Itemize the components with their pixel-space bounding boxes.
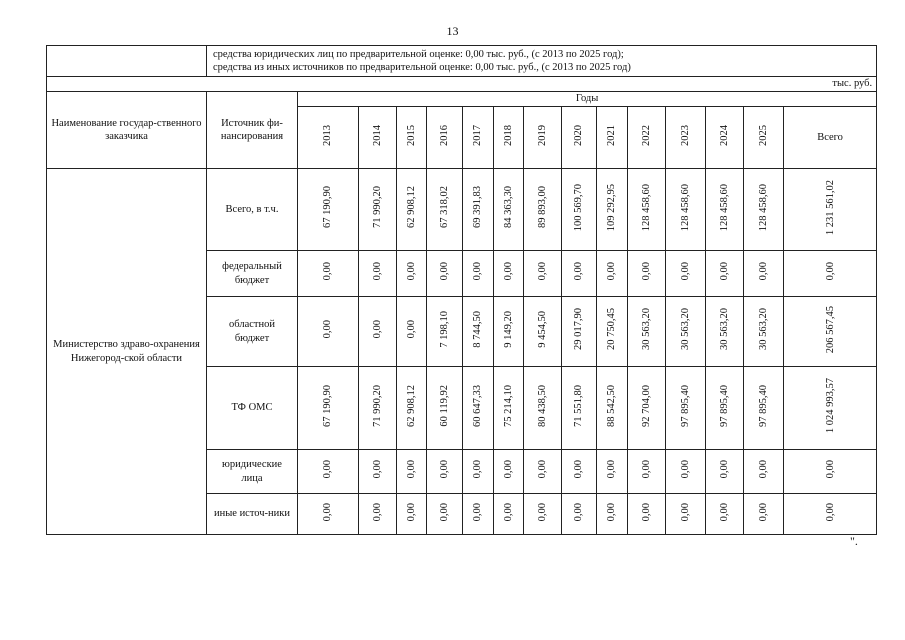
header-year — [463, 107, 494, 169]
value-cell — [397, 494, 427, 535]
value-text: 0,00 — [757, 460, 769, 479]
total-cell — [784, 251, 877, 297]
value-cell — [666, 251, 706, 297]
value-cell — [397, 450, 427, 494]
header-source: Источник фи-нансирования — [207, 92, 298, 169]
value-cell — [463, 169, 494, 251]
value-cell — [427, 251, 463, 297]
value-cell — [524, 297, 562, 367]
value-text: 0,00 — [573, 262, 585, 281]
value-cell — [524, 367, 562, 450]
value-cell — [463, 251, 494, 297]
value-cell — [744, 450, 784, 494]
value-text: 0,00 — [438, 502, 450, 522]
header-year-label: 2016 — [438, 124, 450, 146]
total-cell — [784, 367, 877, 450]
header-year — [494, 107, 524, 169]
source-line-legal: средства юридических лиц по предварительной оценке: 0,00 тыс. руб., (с 2013 по 2025 год); — [213, 48, 624, 60]
header-customer: Наименование государ-ственного заказчика — [47, 92, 207, 169]
value-cell — [397, 367, 427, 450]
value-text: 0,00 — [371, 320, 383, 339]
value-text: 71 551,80 — [573, 384, 585, 427]
value-text: 29 017,90 — [573, 308, 585, 351]
value-cell — [397, 251, 427, 297]
value-cell — [744, 367, 784, 450]
value-cell — [666, 297, 706, 367]
value-text: 71 990,20 — [371, 384, 383, 427]
value-cell — [359, 450, 397, 494]
value-text: 97 895,40 — [679, 384, 691, 427]
value-cell — [298, 169, 359, 251]
value-cell — [427, 367, 463, 450]
value-cell — [666, 494, 706, 535]
value-text: 9 149,20 — [502, 311, 514, 348]
value-text: 92 704,00 — [640, 384, 652, 427]
value-cell — [628, 169, 666, 251]
value-text: 62 908,12 — [405, 186, 417, 229]
header-year — [359, 107, 397, 169]
header-year — [397, 107, 427, 169]
header-total: Всего — [784, 107, 877, 169]
value-text: 0,00 — [573, 460, 585, 479]
value-cell — [597, 494, 628, 535]
value-cell — [628, 297, 666, 367]
total-cell — [784, 450, 877, 494]
value-cell — [298, 367, 359, 450]
value-text: 30 563,20 — [679, 308, 691, 351]
value-cell — [562, 169, 597, 251]
value-text: 0,00 — [718, 460, 730, 479]
value-text: 20 750,45 — [606, 308, 618, 351]
value-cell — [628, 450, 666, 494]
header-year — [427, 107, 463, 169]
value-text: 128 458,60 — [718, 183, 730, 232]
financing-table — [46, 45, 877, 535]
value-cell — [597, 251, 628, 297]
value-cell — [597, 450, 628, 494]
value-cell — [397, 297, 427, 367]
total-text: 0,00 — [824, 460, 836, 479]
header-year — [298, 107, 359, 169]
total-text: 1 024 993,57 — [824, 378, 836, 434]
value-text: 100 569,70 — [573, 183, 585, 232]
header-year — [666, 107, 706, 169]
value-cell — [706, 251, 744, 297]
header-year — [706, 107, 744, 169]
value-cell — [597, 297, 628, 367]
value-text: 0,00 — [502, 460, 514, 479]
header-year-label: 2013 — [322, 124, 334, 146]
value-cell — [359, 297, 397, 367]
header-year — [562, 107, 597, 169]
source-label: иные источ-ники — [207, 494, 298, 535]
header-year-label: 2015 — [405, 124, 417, 146]
value-cell — [666, 367, 706, 450]
value-text: 60 647,33 — [472, 384, 484, 427]
value-text: 0,00 — [472, 502, 484, 522]
value-cell — [298, 297, 359, 367]
value-cell — [463, 450, 494, 494]
value-text: 0,00 — [472, 262, 484, 281]
value-text: 97 895,40 — [757, 384, 769, 427]
header-year — [744, 107, 784, 169]
value-text: 0,00 — [718, 262, 730, 281]
value-text: 0,00 — [322, 262, 334, 281]
value-text: 0,00 — [640, 262, 652, 281]
value-text: 0,00 — [640, 502, 652, 522]
value-text: 67 318,02 — [438, 186, 450, 229]
header-year-label: 2018 — [502, 124, 514, 146]
value-cell — [562, 494, 597, 535]
header-year-label: 2023 — [679, 124, 691, 146]
value-cell — [494, 450, 524, 494]
total-cell — [784, 297, 877, 367]
value-text: 0,00 — [502, 262, 514, 281]
value-text: 0,00 — [606, 262, 618, 281]
source-notes — [207, 46, 877, 77]
value-text: 0,00 — [371, 262, 383, 281]
header-years: Годы — [298, 92, 877, 107]
page-number: 13 — [446, 24, 459, 38]
value-cell — [562, 367, 597, 450]
value-text: 80 438,50 — [536, 384, 548, 427]
value-cell — [427, 297, 463, 367]
value-text: 0,00 — [679, 460, 691, 479]
value-text: 69 391,83 — [472, 186, 484, 229]
blank-cell — [47, 46, 207, 77]
value-cell — [298, 450, 359, 494]
value-cell — [359, 169, 397, 251]
value-text: 0,00 — [640, 460, 652, 479]
value-cell — [359, 367, 397, 450]
header-year-label: 2014 — [371, 124, 383, 146]
value-text: 0,00 — [606, 460, 618, 479]
value-text: 128 458,60 — [679, 183, 691, 232]
value-text: 0,00 — [322, 320, 334, 339]
value-cell — [562, 251, 597, 297]
value-text: 0,00 — [502, 502, 514, 522]
total-cell — [784, 494, 877, 535]
value-text: 0,00 — [472, 460, 484, 479]
header-year — [628, 107, 666, 169]
value-text: 60 119,92 — [438, 385, 450, 427]
value-text: 67 190,90 — [322, 186, 334, 229]
value-cell — [427, 169, 463, 251]
value-cell — [427, 494, 463, 535]
header-year — [597, 107, 628, 169]
source-label: Всего, в т.ч. — [207, 169, 298, 251]
value-text: 0,00 — [405, 460, 417, 479]
value-text: 71 990,20 — [371, 186, 383, 229]
unit-label: тыс. руб. — [47, 77, 877, 92]
value-cell — [706, 169, 744, 251]
value-text: 0,00 — [371, 460, 383, 479]
value-cell — [562, 297, 597, 367]
total-text: 206 567,45 — [824, 305, 836, 354]
value-text: 128 458,60 — [757, 183, 769, 232]
value-cell — [463, 297, 494, 367]
value-text: 0,00 — [405, 262, 417, 281]
value-cell — [494, 169, 524, 251]
value-text: 30 563,20 — [757, 308, 769, 351]
value-text: 62 908,12 — [405, 384, 417, 427]
value-text: 0,00 — [536, 460, 548, 479]
value-cell — [744, 169, 784, 251]
value-cell — [494, 251, 524, 297]
value-text: 0,00 — [757, 502, 769, 522]
value-cell — [494, 367, 524, 450]
total-text: 0,00 — [824, 502, 836, 522]
value-cell — [706, 367, 744, 450]
value-cell — [628, 494, 666, 535]
value-text: 30 563,20 — [718, 308, 730, 351]
value-text: 0,00 — [573, 502, 585, 522]
total-text: 1 231 561,02 — [824, 179, 836, 235]
value-text: 30 563,20 — [640, 308, 652, 351]
value-cell — [524, 450, 562, 494]
value-text: 0,00 — [438, 262, 450, 281]
value-cell — [744, 494, 784, 535]
value-cell — [562, 450, 597, 494]
source-label: ТФ ОМС — [207, 367, 298, 450]
value-cell — [427, 450, 463, 494]
customer-name: Министерство здраво-охранения Нижегород-ской области — [47, 169, 207, 535]
value-text: 0,00 — [679, 262, 691, 281]
total-cell — [784, 169, 877, 251]
value-cell — [744, 297, 784, 367]
value-cell — [524, 251, 562, 297]
value-cell — [359, 251, 397, 297]
value-cell — [666, 169, 706, 251]
table-row — [47, 169, 877, 251]
value-text: 0,00 — [606, 502, 618, 522]
value-text: 0,00 — [405, 502, 417, 522]
value-text: 9 454,50 — [536, 311, 548, 348]
value-text: 128 458,60 — [640, 183, 652, 232]
value-text: 75 214,10 — [502, 384, 514, 427]
value-text: 89 893,00 — [536, 186, 548, 229]
value-cell — [628, 251, 666, 297]
value-cell — [494, 297, 524, 367]
value-text: 0,00 — [405, 320, 417, 339]
source-label: федеральный бюджет — [207, 251, 298, 297]
value-cell — [463, 367, 494, 450]
value-text: 0,00 — [718, 502, 730, 522]
value-cell — [463, 494, 494, 535]
value-cell — [597, 169, 628, 251]
value-text: 8 744,50 — [472, 311, 484, 348]
header-year-label: 2017 — [472, 124, 484, 146]
total-text: 0,00 — [824, 262, 836, 281]
header-year-label: 2020 — [573, 124, 585, 146]
value-text: 0,00 — [536, 262, 548, 281]
value-text: 0,00 — [438, 460, 450, 479]
value-cell — [298, 251, 359, 297]
header-year — [524, 107, 562, 169]
value-text: 0,00 — [322, 502, 334, 522]
source-label: юридические лица — [207, 450, 298, 494]
value-cell — [628, 367, 666, 450]
header-year-label: 2019 — [536, 124, 548, 146]
closing-quote: ". — [850, 534, 858, 548]
value-cell — [706, 494, 744, 535]
value-cell — [744, 251, 784, 297]
header-year-label: 2025 — [757, 124, 769, 146]
header-year-label: 2021 — [606, 124, 618, 146]
value-cell — [298, 494, 359, 535]
value-cell — [666, 450, 706, 494]
value-cell — [706, 450, 744, 494]
value-text: 109 292,95 — [606, 183, 618, 232]
value-text: 0,00 — [322, 460, 334, 479]
header-year-label: 2024 — [718, 124, 730, 146]
value-text: 84 363,30 — [502, 186, 514, 229]
value-cell — [494, 494, 524, 535]
value-cell — [524, 494, 562, 535]
value-cell — [524, 169, 562, 251]
value-text: 88 542,50 — [606, 384, 618, 427]
value-text: 0,00 — [757, 262, 769, 281]
header-year-label: 2022 — [640, 124, 652, 146]
value-text: 0,00 — [371, 502, 383, 522]
source-line-other: средства из иных источников по предварительной оценке: 0,00 тыс. руб., (с 2013 по 2025 год) — [213, 62, 631, 73]
value-cell — [397, 169, 427, 251]
value-cell — [706, 297, 744, 367]
value-text: 0,00 — [536, 502, 548, 522]
value-cell — [359, 494, 397, 535]
value-cell — [597, 367, 628, 450]
value-text: 0,00 — [679, 502, 691, 522]
value-text: 7 198,10 — [438, 311, 450, 348]
value-text: 97 895,40 — [718, 384, 730, 427]
value-text: 67 190,90 — [322, 384, 334, 427]
source-label: областной бюджет — [207, 297, 298, 367]
